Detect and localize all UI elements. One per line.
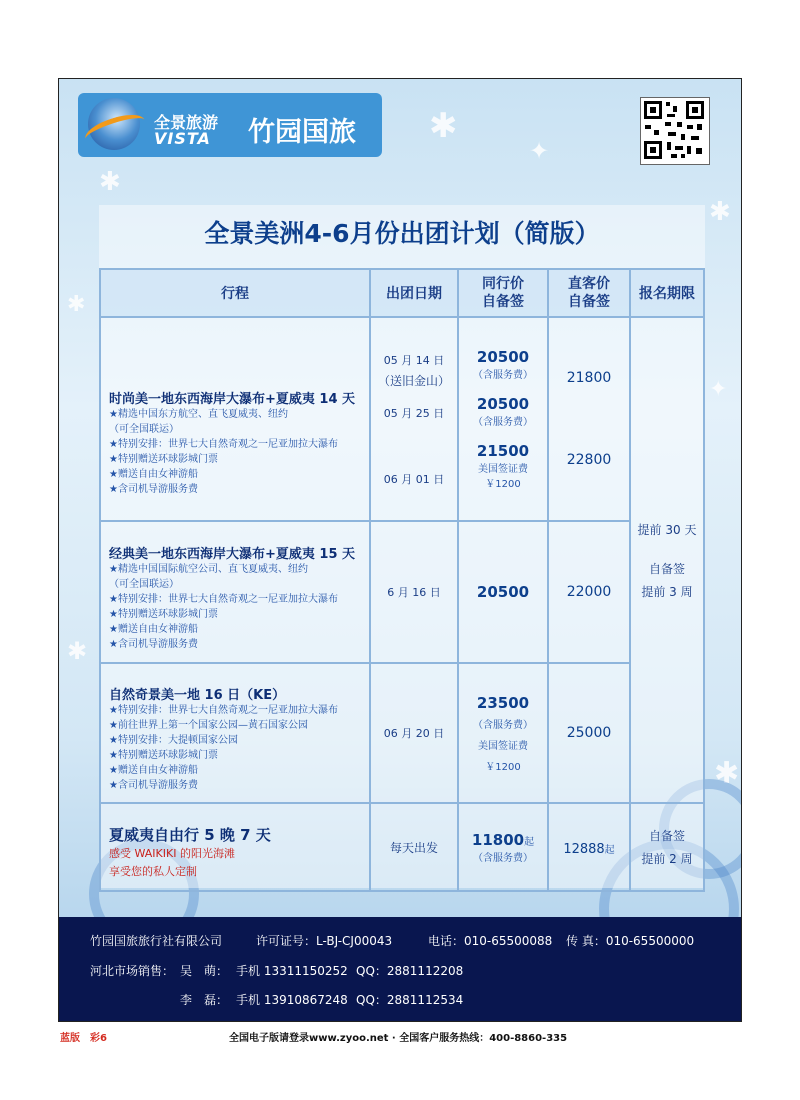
page-title: 全景美洲4-6月份出团计划（简版）: [204, 219, 600, 248]
deadline-cell: [630, 803, 704, 891]
retail-price: 12888: [563, 841, 605, 857]
departure-date: 06 月 20 日: [383, 727, 445, 740]
trade-price: 20500: [476, 348, 530, 366]
date-cell: [370, 521, 458, 663]
deadline-cell: [630, 317, 704, 803]
departure-date: 05 月 14 日: [383, 353, 445, 367]
deadline-text: 自备签: [648, 829, 685, 843]
snowflake-icon: ✱: [67, 637, 88, 665]
visa-fee-label: 美国签证费: [478, 740, 528, 752]
sales-label: 河北市场销售：: [90, 964, 175, 978]
bullet: ★含司机导游服务费: [109, 779, 198, 791]
service-notice[interactable]: 全国电子版请登录www.zyoo.net · 全国客户服务热线：400-8860-335: [229, 1033, 568, 1044]
sales2-mobile[interactable]: 手机 13910867248: [236, 993, 348, 1007]
retail-price: 21800: [566, 370, 612, 386]
bullet: ★特别赠送环球影城门票: [109, 749, 218, 761]
sales1-mobile[interactable]: 手机 13311150252: [236, 964, 348, 978]
date-cell: [370, 803, 458, 891]
table-row: [100, 521, 704, 663]
table-header-row: [100, 269, 704, 317]
bullet: ★赠送自由女神游船: [109, 468, 198, 480]
logo-en-text: VISTA: [154, 129, 211, 148]
retail-price-cell: [548, 663, 630, 803]
retail-price: 22800: [566, 452, 612, 468]
itinerary-cell: [100, 663, 370, 803]
itinerary-cell: [100, 803, 370, 891]
price-note: （含服务费）: [473, 370, 533, 381]
retail-price: 25000: [566, 725, 612, 741]
trade-price: 20500: [476, 583, 530, 601]
retail-price-cell: [548, 521, 630, 663]
departure-date: 每天出发: [389, 840, 438, 855]
brand-name: 竹园国旅: [248, 117, 356, 148]
bullet: （可全国联运）: [109, 423, 179, 435]
bullet: ★特别安排：世界七大自然奇观之一尼亚加拉大瀑布: [109, 438, 338, 450]
route-name[interactable]: 自然奇景美一地 16 日（KE）: [109, 687, 286, 703]
trade-price-cell: [458, 803, 548, 891]
departure-note: （送旧金山）: [377, 373, 450, 388]
deadline-text: 提前 30 天: [637, 522, 697, 537]
bullet: ★特别安排：世界七大自然奇观之一尼亚加拉大瀑布: [109, 593, 338, 605]
sales1-name: 吴 萌：: [180, 964, 229, 978]
bullet: ★精选中国东方航空、直飞夏威夷、纽约: [109, 408, 288, 420]
table-row: [100, 803, 704, 891]
bullet: （可全国联运）: [109, 578, 179, 590]
sales1-qq[interactable]: QQ：2881112208: [356, 964, 464, 978]
route-name[interactable]: 经典美一地东西海岸大瀑布+夏威夷 15 天: [109, 546, 356, 562]
col-header-date: 出团日期: [370, 269, 458, 317]
snowflake-icon: ✱: [429, 106, 458, 146]
retail-price-cell: [548, 803, 630, 891]
license-number: 许可证号：L-BJ-CJ00043: [256, 934, 393, 948]
trade-price: 20500: [476, 395, 530, 413]
price-note: （含服务费）: [473, 417, 533, 428]
itinerary-cell: [100, 521, 370, 663]
date-cell: [370, 663, 458, 803]
visa-fee: ￥1200: [485, 479, 521, 490]
bullet: ★赠送自由女神游船: [109, 623, 198, 635]
trade-price-cell: [458, 521, 548, 663]
trade-price-cell: [458, 663, 548, 803]
fax-number: 传 真：010-65500000: [566, 934, 695, 948]
deadline-text: 自备签: [648, 561, 685, 576]
deadline-text: 提前 3 周: [641, 584, 693, 599]
departure-date: 05 月 25 日: [383, 406, 445, 420]
trade-price-cell: [458, 317, 548, 521]
bullet: ★前往世界上第一个国家公园—黄石国家公园: [109, 719, 308, 731]
snowflake-icon: ✱: [714, 756, 740, 791]
col-header-itinerary: 行程: [100, 269, 370, 317]
trade-price: 11800: [471, 831, 525, 849]
bullet: ★特别安排：大提顿国家公园: [109, 734, 238, 746]
sales2-qq[interactable]: QQ：2881112534: [356, 993, 464, 1007]
table-row: [100, 317, 704, 521]
bullet: ★含司机导游服务费: [109, 638, 198, 650]
highlight: 感受 WAIKIKI 的阳光海滩: [109, 846, 235, 860]
route-name[interactable]: 夏威夷自由行 5 晚 7 天: [109, 825, 271, 844]
col-header-deadline: 报名期限: [630, 269, 704, 317]
col-header-retail-price: 直客价 自备签: [548, 269, 630, 317]
price-note: （含服务费）: [473, 853, 533, 864]
price-from: 起: [524, 837, 535, 848]
bullet: ★精选中国国际航空公司、直飞夏威夷、纽约: [109, 563, 308, 575]
snowflake-icon: ✦: [529, 137, 550, 165]
visa-fee: ￥1200: [485, 761, 521, 773]
bullet: ★特别赠送环球影城门票: [109, 453, 218, 465]
trade-price: 21500: [476, 442, 530, 460]
phone-number[interactable]: 电话：010-65500088: [428, 934, 553, 948]
col-header-trade-price: 同行价 自备签: [458, 269, 548, 317]
visa-fee-label: 美国签证费: [478, 464, 528, 475]
itinerary-table: [99, 268, 705, 892]
qr-code-icon[interactable]: [640, 97, 710, 165]
table-row: [100, 663, 704, 803]
sales2-name: 李 磊：: [180, 993, 229, 1007]
bullet: ★赠送自由女神游船: [109, 764, 198, 776]
bullet: ★特别赠送环球影城门票: [109, 608, 218, 620]
snowflake-icon: ✱: [67, 292, 86, 317]
price-note: （含服务费）: [473, 719, 533, 731]
price-from: 起: [604, 844, 615, 856]
departure-date: 06 月 01 日: [383, 472, 445, 486]
logo-cn-text: 全景旅游: [154, 113, 219, 132]
trade-price: 23500: [476, 693, 530, 712]
highlight: 享受您的私人定制: [109, 864, 197, 878]
bullet: ★特别安排：世界七大自然奇观之一尼亚加拉大瀑布: [109, 704, 338, 716]
retail-price: 22000: [566, 584, 612, 600]
deadline-text: 提前 2 周: [641, 852, 693, 866]
bullet: ★含司机导游服务费: [109, 483, 198, 495]
company-name: 竹园国旅旅行社有限公司: [90, 934, 223, 948]
snowflake-icon: ✱: [709, 197, 731, 227]
route-name[interactable]: 时尚美一地东西海岸大瀑布+夏威夷 14 天: [109, 391, 356, 407]
retail-price-cell: [548, 317, 630, 521]
departure-date: 6 月 16 日: [387, 586, 441, 599]
itinerary-cell: [100, 317, 370, 521]
edition-label: 蓝版 彩6: [60, 1033, 107, 1044]
snowflake-icon: ✱: [99, 167, 121, 197]
snowflake-icon: ✦: [709, 377, 728, 402]
date-cell: [370, 317, 458, 521]
